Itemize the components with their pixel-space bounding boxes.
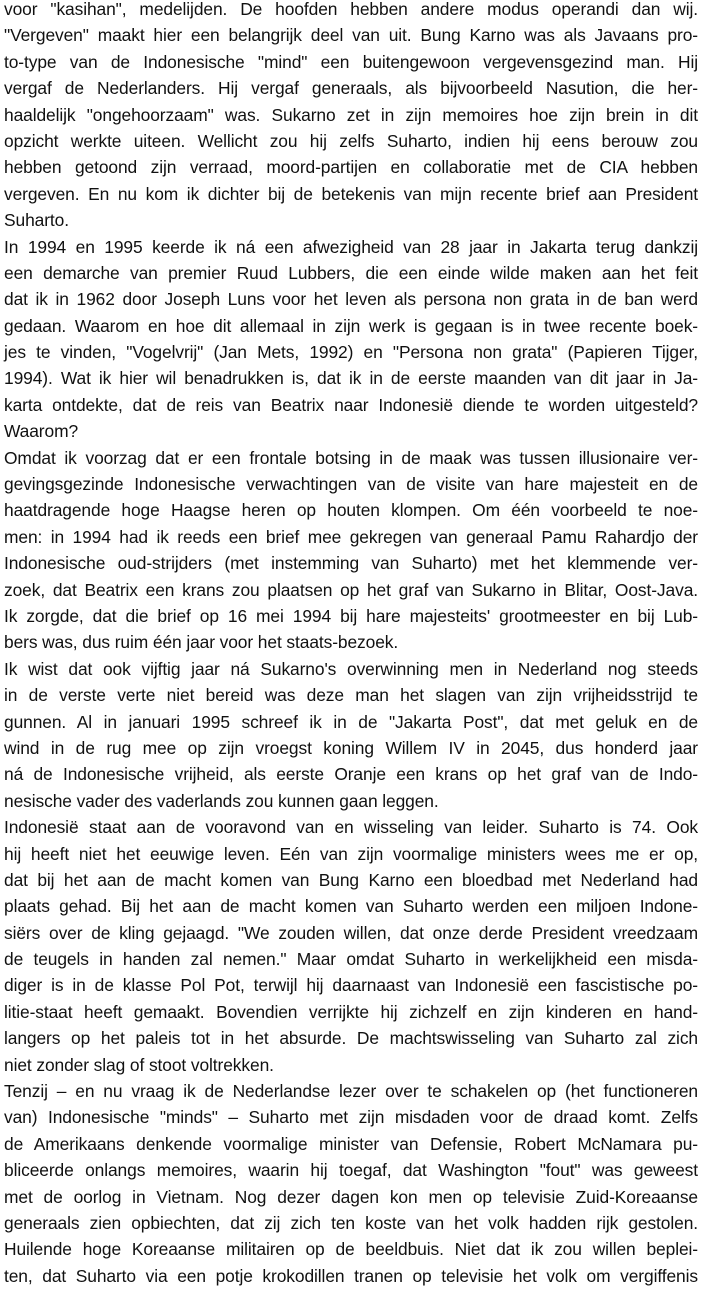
text-line: jes te vinden, "Vogelvrij" (Jan Mets, 1992) en "Persona non grata" (Papieren Tijger, <box>4 342 698 363</box>
text-line: nesische vader des vaderlands zou kunnen gaan leggen. <box>4 790 439 811</box>
text-line: gevingsgezinde Indonesische verwachtingen van de visite van hare majesteit en de <box>4 474 698 495</box>
text-line: "Vergeven" maakt hier een belangrijk deel van uit. Bung Karno was als Javaans pro- <box>4 25 698 46</box>
text-line: to-type van de Indonesische "mind" een buitengewoon vergevensgezind man. Hij <box>4 51 698 72</box>
text-line: Ik wist dat ook vijftig jaar ná Sukarno's overwinning men in Nederland nog steeds <box>4 658 698 679</box>
text-line: Ik zorgde, dat die brief op 16 mei 1994 bij hare majesteits' grootmeester en bij Lub- <box>4 605 698 626</box>
text-line: niet zonder slag of stoot voltrekken. <box>4 1054 274 1075</box>
text-line: siërs over de kling gejaagd. "We zouden willen, dat onze derde President vreedzaam <box>4 922 698 943</box>
text-line: van) Indonesische "minds" – Suharto met zijn misdaden voor de draad komt. Zelfs <box>4 1107 698 1128</box>
text-line: dat bij het aan de macht komen van Bung Karno een bloedbad met Nederland had <box>4 869 698 890</box>
text-line: zoek, dat Beatrix een krans zou plaatsen op het graf van Sukarno in Blitar, Oost-Java. <box>4 579 698 600</box>
paragraph <box>4 234 698 445</box>
text-line: de teugels in handen zal nemen." Maar omdat Suharto in werkelijkheid een misda- <box>4 949 698 970</box>
text-line: ten, dat Suharto via een potje krokodillen tranen op televisie het volk om vergiffenis <box>4 1265 698 1286</box>
text-line: gedaan. Waarom en hoe dit allemaal in zijn werk is gegaan is in twee recente boek- <box>4 315 698 336</box>
text-line: wind in de rug mee op zijn vroegst koning Willem IV in 2045, dus honderd jaar <box>4 737 698 758</box>
text-line: Indonesië staat aan de vooravond van en wisseling van leider. Suharto is 74. Ook <box>4 817 698 838</box>
text-line: hij heeft niet het eeuwige leven. Eén van zijn voormalige ministers wees me er op, <box>4 843 698 864</box>
text-line: Indonesische oud-strijders (met instemming van Suharto) met het klemmende ver- <box>4 553 698 574</box>
text-line: vergeven. En nu kom ik dichter bij de betekenis van mijn recente brief aan President <box>4 183 698 204</box>
text-line: Omdat ik voorzag dat er een frontale botsing in de maak was tussen illusionaire ver- <box>4 447 698 468</box>
text-line: de Amerikaans denkende voormalige minister van Defensie, Robert McNamara pu- <box>4 1133 698 1154</box>
paragraph <box>4 656 698 814</box>
text-line: hebben getoond zijn verraad, moord-partijen en collaboratie met de CIA hebben <box>4 157 698 178</box>
text-line: haatdragende hoge Haagse heren op houten klompen. Om één voorbeeld te noe- <box>4 500 698 521</box>
text-line: diger is in de klasse Pol Pot, terwijl hij daarnaast van Indonesië een fascistische po- <box>4 975 698 996</box>
text-line: plaats gehad. Bij het aan de macht komen van Suharto werden een miljoen Indone- <box>4 896 698 917</box>
paragraph <box>4 0 698 234</box>
text-line: 1994). Wat ik hier wil benadrukken is, dat ik in de eerste maanden van dit jaar in Ja- <box>4 368 698 389</box>
text-line: generaals zien opbiechten, dat zij zich ten koste van het volk hadden rijk gestolen. <box>4 1212 698 1233</box>
paragraph <box>4 445 698 656</box>
text-line: Suharto. <box>4 210 69 231</box>
text-line: langers op het paleis tot in het absurde. De machtswisseling van Suharto zal zich <box>4 1028 698 1049</box>
text-line: bers was, dus ruim één jaar voor het staats-bezoek. <box>4 632 399 653</box>
text-line: karta ontdekte, dat de reis van Beatrix naar Indonesië diende te worden uitgesteld? <box>4 394 698 415</box>
paragraph <box>4 814 698 1078</box>
text-line: haaldelijk "ongehoorzaam" was. Sukarno zet in zijn memoires hoe zijn brein in dit <box>4 104 698 125</box>
text-line: Huilende hoge Koreaanse militairen op de beeldbuis. Niet dat ik zou willen beplei- <box>4 1239 698 1260</box>
text-line: met de oorlog in Vietnam. Nog dezer dagen kon men op televisie Zuid-Koreaanse <box>4 1186 698 1207</box>
text-line: vergaf de Nederlanders. Hij vergaf generaals, als bijvoorbeeld Nasution, die her- <box>4 78 698 99</box>
text-line: dat ik in 1962 door Joseph Luns voor het leven als persona non grata in de ban werd <box>4 289 698 310</box>
paragraph <box>4 1078 698 1289</box>
text-line: opzicht werkte uiteen. Wellicht zou hij zelfs Suharto, indien hij eens berouw zou <box>4 130 698 151</box>
text-line: voor "kasihan", medelijden. De hoofden hebben andere modus operandi dan wij. <box>4 0 698 19</box>
text-line: in de verste verte niet bereid was deze man het slagen van zijn vrijheidsstrijd te <box>4 685 698 706</box>
text-line: bliceerde onlangs memoires, waarin hij toegaf, dat Washington "fout" was geweest <box>4 1160 698 1181</box>
text-line: Tenzij – en nu vraag ik de Nederlandse lezer over te schakelen op (het functioneren <box>4 1081 698 1102</box>
text-line: In 1994 en 1995 keerde ik ná een afwezigheid van 28 jaar in Jakarta terug dankzij <box>4 236 698 257</box>
text-line: een demarche van premier Ruud Lubbers, die een einde wilde maken aan het feit <box>4 262 698 283</box>
text-line: litie-staat heeft gemaakt. Bovendien verrijkte hij zichzelf en zijn kinderen en hand- <box>4 1001 698 1022</box>
text-line: ná de Indonesische vrijheid, als eerste Oranje een krans op het graf van de Indo- <box>4 764 698 785</box>
text-line: gunnen. Al in januari 1995 schreef ik in de "Jakarta Post", dat met geluk en de <box>4 711 698 732</box>
text-line: men: in 1994 had ik reeds een brief mee gekregen van generaal Pamu Rahardjo der <box>4 526 698 547</box>
text-line: Waarom? <box>4 421 79 442</box>
